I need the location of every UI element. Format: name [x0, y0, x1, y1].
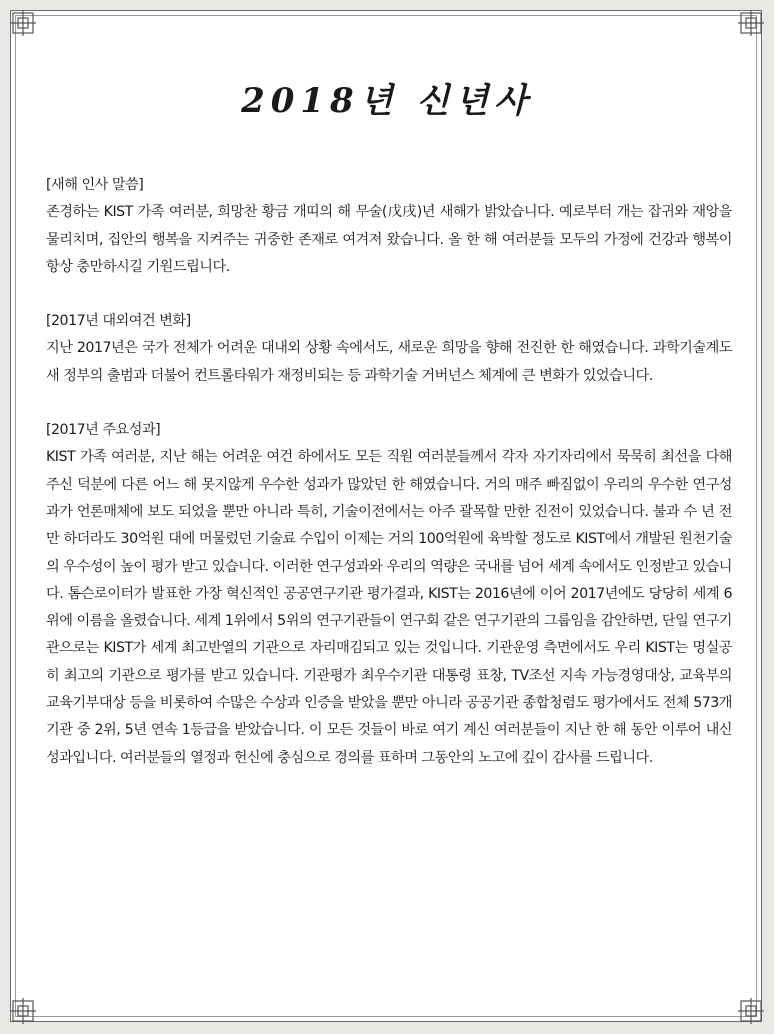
corner-ornament-top-right — [736, 8, 766, 38]
section-heading: [2017년 대외여건 변화] — [46, 313, 191, 330]
section-new-year-greeting — [46, 172, 732, 281]
letter-title: 2018년 신년사 — [241, 80, 533, 121]
section-heading: [2017년 주요성과] — [46, 422, 161, 439]
section-body: 존경하는 KIST 가족 여러분, 희망찬 황금 개띠의 해 무술(戊戌)년 새해가 밝았습니다. 예로부터 개는 잡귀와 재앙을 물리치며, 집안의 행복을 지켜주는 귀중한 존재로 여겨져 왔습니다. 올 한 해 여러분들 모두의 가정에 건강과 행복이 항상 충만하시길 기원드립니다. — [46, 204, 732, 275]
section-external-changes — [46, 308, 732, 390]
section-body: 지난 2017년은 국가 전체가 어려운 대내외 상황 속에서도, 새로운 희망을 향해 전진한 한 해였습니다. 과학기술계도 새 정부의 출범과 더불어 컨트롤타워가 재정비되는 등 과학기술 거버넌스 체계에 큰 변화가 있었습니다. — [46, 340, 732, 384]
letter-content — [46, 172, 732, 799]
corner-ornament-bottom-right — [736, 996, 766, 1026]
corner-ornament-top-left — [8, 8, 38, 38]
corner-ornament-bottom-left — [8, 996, 38, 1026]
section-key-achievements — [46, 417, 732, 772]
section-body: KIST 가족 여러분, 지난 해는 어려운 여건 하에서도 모든 직원 여러분들께서 각자 자기자리에서 묵묵히 최선을 다해주신 덕분에 다른 어느 해 못지않게 우수한 성과가 많았던 한 해였습니다. 거의 매주 빠짐없이 우리의 우수한 연구성과가 언론매체에 보도 되었을 뿐만 아니라 특히, 기술이전에서는 아주 괄목할 만한 진전이 있었습니다. 불과 수 년 전만 하더라도 30억원 대에 머물렀던 기술료 수입이 이제는 거의 100억원에 육박할 정도로 KIST에서 개발된 원천기술의 우수성이 높이 평가 받고 있습니다. 이러한 연구성과와 우리의 역량은 국내를 넘어 세계 속에서도 인정받고 있습니다. 톰슨로이터가 발표한 가장 혁신적인 공공연구기관 평가결과, KIST는 2016년에 이어 2017년에도 당당히 세계 6위에 이름을 올렸습니다. 세계 1위에서 5위의 연구기관들이 연구회 같은 연구기관의 그룹임을 감안하면, 단일 연구기관으로는 KIST가 세계 최고반열의 기관으로 자리매김되고 있는 것입니다. 기관운영 측면에서도 우리 KIST는 명실공히 최고의 기관으로 평가를 받고 있습니다. 기관평가 최우수기관 대통령 표창, TV조선 지속 가능경영대상, 교육부의 교육기부대상 등을 비롯하여 수많은 수상과 인증을 받았을 뿐만 아니라 공공기관 종합청렴도 평가에서도 전체 573개 기관 중 2위, 5년 연속 1등급을 받았습니다. 이 모든 것들이 바로 여기 계신 여러분들이 지난 한 해 동안 이루어 내신 성과입니다. 여러분들의 열정과 헌신에 충심으로 경의를 표하며 그동안의 노고에 깊이 감사를 드립니다. — [46, 449, 732, 766]
section-heading: [새해 인사 말씀] — [46, 177, 144, 193]
